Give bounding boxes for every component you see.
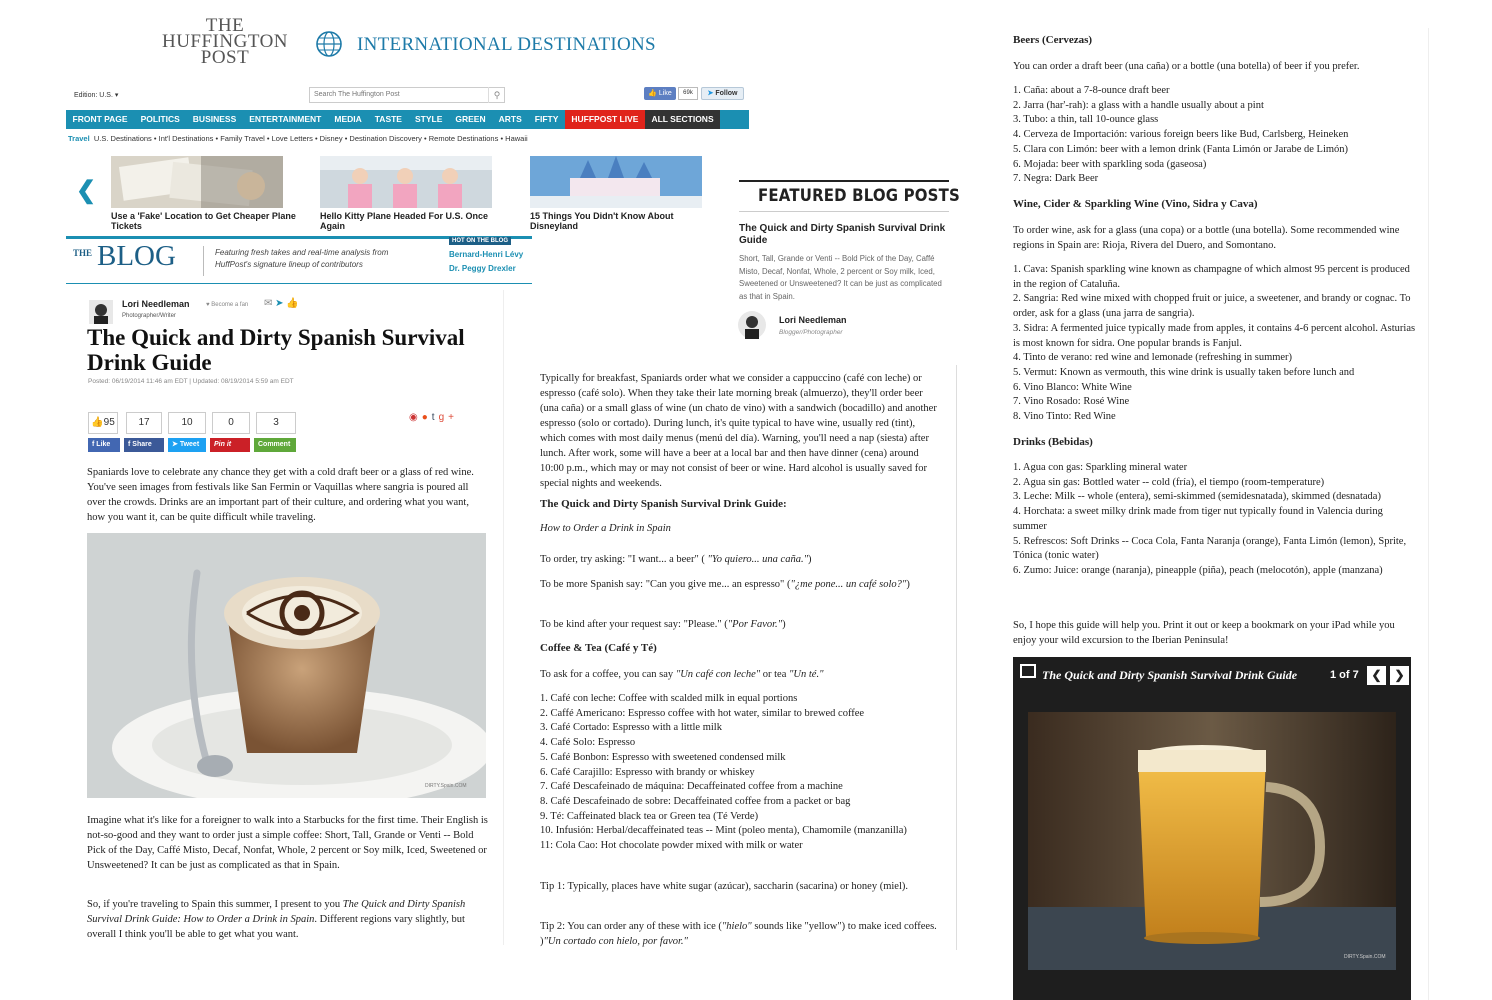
spanish-phrase <box>540 577 942 592</box>
column-divider <box>1428 28 1429 1000</box>
twitter-icon: ➤ <box>172 441 178 448</box>
tickets-image <box>111 156 283 208</box>
twitter-follow-button[interactable] <box>701 87 744 100</box>
order-italic: "Yo quiero... una caña." <box>707 554 809 565</box>
subnav-item[interactable]: U.S. Destinations <box>93 134 152 143</box>
list-item: 4. Tinto de verano: red wine and lemonade (refreshing in summer) <box>1013 352 1293 364</box>
logo-line-3: POST <box>200 47 250 68</box>
become-fan-label: Become a fan <box>211 302 249 308</box>
search-input[interactable]: Search The Huffington Post <box>309 87 505 103</box>
coffee-heading: Coffee & Tea (Café y Té) <box>540 642 657 654</box>
coffee-ask-italic: "Un té." <box>789 669 824 680</box>
main-nav <box>66 110 749 129</box>
author-social-links <box>264 298 299 309</box>
wine-list <box>1013 263 1418 425</box>
list-item: 7. Vino Rosado: Rosé Wine <box>1013 396 1130 408</box>
subnav-item[interactable]: Remote Destinations <box>428 134 499 143</box>
carousel-caption[interactable]: Use a 'Fake' Location to Get Cheaper Plane Tickets <box>111 211 296 231</box>
reddit-icon[interactable]: ◉ <box>409 412 422 423</box>
featured-author-avatar[interactable] <box>738 311 766 339</box>
list-item: 1. Caña: about a 7-8-ounce draft beer <box>1013 85 1170 96</box>
share-count-box: 17 <box>126 412 162 434</box>
share-button-label: Like <box>96 441 111 448</box>
wine-intro: To order wine, ask for a glass (una copa) or a bottle (una botella). Some recommended wine regions in Spain are: Rioja, Rivera del Duero, and Somontano. <box>1013 225 1400 251</box>
list-item: 6. Zumo: Juice: orange (naranja), pineapple (piña), peach (melocotón), apple (manzana) <box>1013 564 1383 576</box>
list-item: 3. Leche: Milk -- whole (entera), semi-skimmed (semidesnatada), skimmed (desnatada) <box>1013 491 1381 503</box>
kind-phrase <box>540 617 942 632</box>
list-item: 5. Café Bonbon: Espresso with sweetened condensed milk <box>540 751 786 763</box>
article-so <box>87 897 489 942</box>
subnav-travel[interactable]: Travel <box>68 134 90 143</box>
facebook-like-button[interactable] <box>644 87 676 100</box>
huffpost-logo[interactable] <box>150 15 300 68</box>
carousel-thumb-tickets[interactable] <box>111 156 283 208</box>
list-item: 4. Cerveza de Importación: various foreign beers like Bud, Carlsberg, Heineken <box>1013 129 1349 141</box>
share-button-label: Comment <box>258 441 291 448</box>
blog-divider <box>203 246 204 276</box>
nav-huffpost-live[interactable]: HUFFPOST LIVE <box>565 110 645 129</box>
chevron-right-icon: ❯ <box>1394 668 1405 682</box>
blog-description: Featuring fresh takes and real-time analysis from HuffPost's signature lineup of contributors <box>215 248 389 269</box>
list-item: 7. Café Descafeinado de máquina: Decaffeinated coffee from a machine <box>540 781 843 793</box>
subnav-item[interactable]: Destination Discovery <box>349 134 422 143</box>
more-share-icons <box>409 412 458 423</box>
breakfast-paragraph: Typically for breakfast, Spaniards order what we consider a cappuccino (café con leche) or espresso (café solo). When they take their late morning break (almuerzo), they'll order beer (una caña) or a small glass of wine (un chato de vino) with a sandwich (bocadillo) and another espresso (solo or cortado). During lunch, it's quite typical to have wine, usually red (tint), which comes with most daily menus (menú del día). Warning, you'll need a nap (siesta) after lunch. After work, some will have a beer at a local bar and then have dinner (cena) around 10:00 p.m., which may or may not consist of beer or wine. Hard alcohol is usually saved for special nights and weekends. <box>540 373 937 489</box>
comment-button[interactable] <box>254 438 296 452</box>
featured-bottom-rule <box>739 211 949 212</box>
list-item: 5. Vermut: Known as vermouth, this wine drink is usually taken before lunch and <box>1013 366 1355 378</box>
facebook-icon: f <box>128 441 131 448</box>
nav-entertainment[interactable]: ENTERTAINMENT <box>249 114 322 124</box>
list-item: 6. Mojada: beer with sparkling soda (gaseosa) <box>1013 158 1207 170</box>
list-item: 2. Caffé Americano: Espresso coffee with hot water, similar to brewed coffee <box>540 707 865 719</box>
list-item: 2. Sangria: Red wine mixed with chopped fruit or juice, a sweetener, and brandy or cognac. To order, ask for a glass (una jarra de sangria). <box>1013 293 1411 320</box>
nav-green[interactable]: GREEN <box>455 114 486 124</box>
coffee-ask-prefix: To ask for a coffee, you can say <box>540 669 676 680</box>
hero-photo-credit: DIRTY.Spain.COM <box>425 783 467 789</box>
article-intro: Spaniards love to celebrate any chance they get with a cold draft beer or a glass of red wine. You've seen images from festivals like San Fermin or Vaquillas where sangria is poured all over the crowds. Drinks are an important part of their culture, and ordering what you want, how you want it, can be quite difficult while traveling. <box>87 467 474 523</box>
list-item: 8. Vino Tinto: Red Wine <box>1013 411 1116 423</box>
nav-media[interactable]: MEDIA <box>334 114 362 124</box>
tip-1: Tip 1: Typically, places have white sugar (azúcar), saccharin (sacarina) or honey (miel). <box>540 881 908 892</box>
author-name[interactable]: Lori Needleman <box>122 299 190 309</box>
coffee-hero-image[interactable] <box>87 533 486 798</box>
list-item: 3. Café Cortado: Espresso with a little milk <box>540 722 722 734</box>
author-role: Photographer/Writer <box>122 313 176 319</box>
list-item: 8. Café Descafeinado de sobre: Decaffeinated coffee from a packet or bag <box>540 795 851 807</box>
hello-kitty-image <box>320 156 492 208</box>
subnav-item[interactable]: Int'l Destinations <box>158 134 214 143</box>
facebook-like-share-button[interactable] <box>88 438 120 452</box>
list-item: 5. Clara con Limón: beer with a lemon drink (Fanta Limón or Jarabe de Limón) <box>1013 143 1349 155</box>
blog-banner-bottom-rule <box>66 283 532 284</box>
tip2-italic: "Un cortado con hielo, por favor." <box>543 936 688 947</box>
list-item: 10. Infusión: Herbal/decaffeinated teas -- Mint (poleo menta), Chamomile (manzanilla) <box>540 825 907 837</box>
list-item: 6. Café Carajillo: Espresso with brandy or whiskey <box>540 766 755 778</box>
spanish-suffix: ) <box>906 579 910 590</box>
coffee-ask-italic: "Un café con leche" <box>675 669 761 680</box>
beers-heading: Beers (Cervezas) <box>1013 34 1093 46</box>
disneyland-image <box>530 156 702 208</box>
become-fan-link[interactable] <box>206 302 248 308</box>
so-italic: The Quick and Dirty Spanish Survival Drink Guide: How to Order a Drink in Spain <box>87 899 466 925</box>
article-title: The Quick and Dirty Spanish Survival Drink Guide <box>87 325 465 375</box>
column-divider <box>956 365 957 950</box>
slideshow-icon <box>1020 664 1036 678</box>
list-item: 6. Vino Blanco: White Wine <box>1013 381 1132 393</box>
nav-politics[interactable]: POLITICS <box>140 114 180 124</box>
pin-count-box: 0 <box>212 412 250 434</box>
carousel-caption[interactable]: 15 Things You Didn't Know About Disneyland <box>530 211 674 231</box>
so-suffix: . Different regions vary slightly, but overall I think you'll be able to get what you want. <box>87 914 465 940</box>
carousel-thumb-disneyland[interactable] <box>530 156 702 208</box>
wine-heading: Wine, Cider & Sparkling Wine (Vino, Sidra y Cava) <box>1013 198 1258 210</box>
subnav-item[interactable]: Family Travel <box>220 134 265 143</box>
subnav-item[interactable]: Hawaii <box>505 134 528 143</box>
list-item: 1. Cava: Spanish sparkling wine known as champagne of which almost 95 percent is produced in the region of Cataluña. <box>1013 264 1410 290</box>
carousel-thumb-hello-kitty[interactable] <box>320 156 492 208</box>
kind-prefix: To be kind after your request say: "Please." ( <box>540 619 728 630</box>
hot-on-blog-link[interactable]: Dr. Peggy Drexler <box>449 264 516 273</box>
slideshow-photo-credit: DIRTY.Spain.COM <box>1344 954 1386 960</box>
list-item: 1. Agua con gas: Sparkling mineral water <box>1013 462 1188 473</box>
drinks-heading: Drinks (Bebidas) <box>1013 436 1093 448</box>
slideshow-prev-button[interactable] <box>1367 666 1386 685</box>
column-divider <box>503 290 504 945</box>
article-imagine: Imagine what it's like for a foreigner to walk into a Starbucks for the first time. Their English is not-so-good and they want to order just a simple coffee: Short, Tall, Grande or Venti -- Bold Pick of the Day, Caffé Misto, Decaf, Nonfat, Whole, 2 percent or Soy milk, Iced, Sweetened or Unsweetened? It can be just as complicated as that in Spain. <box>87 815 488 871</box>
twitter-icon[interactable]: ➤ <box>275 298 284 309</box>
slideshow-title[interactable]: The Quick and Dirty Spanish Survival Drink Guide <box>1042 668 1298 682</box>
list-item: 7. Negra: Dark Beer <box>1013 173 1099 185</box>
beers-list <box>1013 84 1418 187</box>
tweet-button[interactable] <box>168 438 206 452</box>
like-icon: 👍 <box>648 90 657 97</box>
search-icon[interactable]: ⚲ <box>488 87 505 103</box>
count-value: 95 <box>103 417 115 428</box>
carousel-prev-icon[interactable]: ❮ <box>76 177 97 204</box>
tip2-italic: "hielo" <box>721 921 752 932</box>
order-suffix: ) <box>808 554 812 565</box>
chevron-left-icon: ❮ <box>1371 668 1382 682</box>
featured-author-role: Blogger/Photographer <box>779 329 843 336</box>
nav-style[interactable]: STYLE <box>414 114 443 124</box>
coffee-ask-mid: or tea <box>760 669 790 680</box>
blog-the: THE <box>73 248 93 258</box>
nav-business[interactable]: BUSINESS <box>192 114 237 124</box>
logo-line-1: THE <box>205 15 245 36</box>
nav-front-page[interactable]: FRONT PAGE <box>72 114 128 124</box>
beer-mug-image[interactable] <box>1028 712 1396 970</box>
carousel-caption[interactable]: Hello Kitty Plane Headed For U.S. Once Again <box>320 211 489 231</box>
logo-line-2: HUFFINGTON <box>161 31 289 52</box>
list-item: 3. Tubo: a thin, tall 10-ounce glass <box>1013 114 1159 126</box>
list-item: 4. Horchata: a sweet milky drink made from tiger nut typically found in Valencia during summer <box>1013 506 1383 532</box>
guide-subheading: How to Order a Drink in Spain <box>540 523 671 534</box>
stumbleupon-icon[interactable]: ● <box>421 412 432 423</box>
subnav-item[interactable]: Disney <box>319 134 343 143</box>
facebook-share-button[interactable] <box>124 438 164 452</box>
email-icon[interactable]: ✉ <box>264 298 273 309</box>
coffee-list <box>540 692 942 854</box>
closing-paragraph: So, I hope this guide will help you. Print it out or keep a bookmark on your iPad while you enjoy your wild excursion to the Iberian Peninsula! <box>1013 620 1395 646</box>
thumbs-up-icon: 👍 <box>91 417 104 428</box>
sub-nav: Travel U.S. Destinations • Int'l Destinations • Family Travel • Love Letters • Disney • Destination Discovery • Remote Destinations • Hawaii <box>68 134 528 143</box>
tweet-count-box: 10 <box>168 412 206 434</box>
globe-icon <box>315 30 343 58</box>
facebook-icon: f <box>92 441 95 448</box>
edition-selector[interactable]: Edition: U.S. ▾ <box>74 92 119 99</box>
list-item: 2. Jarra (har'-rah): a glass with a handle usually about a pint <box>1013 99 1264 111</box>
featured-heading: FEATURED BLOG POSTS <box>758 186 960 206</box>
like-count: 69k <box>678 87 698 100</box>
share-button-label: Tweet <box>179 441 200 448</box>
slideshow-next-button[interactable] <box>1390 666 1409 685</box>
share-button-label: Share <box>132 441 152 448</box>
tumblr-icon[interactable]: t <box>431 412 439 423</box>
blog-wordmark[interactable]: BLOG <box>97 240 176 272</box>
nav-fifty[interactable]: FIFTY <box>534 114 559 124</box>
list-item: 11: Cola Cao: Hot chocolate powder mixed with milk or water <box>540 840 803 852</box>
beers-intro: You can order a draft beer (una caña) or a bottle (una botella) of beer if you prefer. <box>1013 61 1360 72</box>
pinterest-button[interactable] <box>210 438 250 452</box>
drinks-list <box>1013 461 1418 579</box>
featured-top-rule <box>739 180 949 182</box>
order-phrase <box>540 552 942 567</box>
hot-on-blog-link[interactable]: Bernard-Henri Lévy <box>449 250 524 259</box>
tip-2 <box>540 919 942 949</box>
tip2-mid: sounds like "yellow") to make iced coffees. ) <box>540 921 937 947</box>
hot-on-blog-label: HOT ON THE BLOG <box>449 237 511 245</box>
featured-post-desc: Short, Tall, Grande or Venti -- Bold Pick of the Day, Caffé Misto, Decaf, Nonfat, Whole, 2 percent or Soy milk, Iced, Sweetened or Unsweetened? It can be just as complicated as that in Spain. <box>739 254 942 301</box>
coffee-ask <box>540 667 942 682</box>
kind-suffix: ) <box>782 619 786 630</box>
list-item: 9. Té: Caffeinated black tea or Green tea (Té Verde) <box>540 810 759 822</box>
list-item: 1. Café con leche: Coffee with scalded milk in equal portions <box>540 693 798 704</box>
share-button-label: Pin it <box>214 441 232 448</box>
twitter-bird-icon: ➤ <box>707 90 714 97</box>
slideshow-counter: 1 of 7 <box>1330 669 1359 681</box>
kind-italic: "Por Favor." <box>727 619 783 630</box>
like-label: Like <box>658 90 672 97</box>
spanish-italic: "¿me pone... un café solo?" <box>790 579 907 590</box>
follow-label: Follow <box>715 90 738 97</box>
list-item: 3. Sidra: A fermented juice typically made from apples, it contains 4-6 percent alcohol. Asturias is most known for sidra. One popular brands is Fanjul. <box>1013 322 1416 349</box>
list-item: 5. Refrescos: Soft Drinks -- Coca Cola, Fanta Naranja (orange), Fanta Limón (lemon), Sprite, Tónica (tonic water) <box>1013 535 1407 562</box>
order-prefix: To order, try asking: "I want... a beer" ( <box>540 554 708 565</box>
featured-post-title[interactable]: The Quick and Dirty Spanish Survival Drink Guide <box>739 223 946 246</box>
nav-taste[interactable]: TASTE <box>374 114 402 124</box>
article-dates: Posted: 06/19/2014 11:46 am EDT | Updated: 08/19/2014 5:59 am EDT <box>88 378 294 385</box>
subnav-item[interactable]: Love Letters <box>271 134 313 143</box>
like-count-box <box>88 412 118 434</box>
list-item: 4. Café Solo: Espresso <box>540 737 636 749</box>
author-avatar[interactable] <box>89 300 113 324</box>
section-title[interactable]: INTERNATIONAL DESTINATIONS <box>357 34 656 55</box>
heart-icon: ♥ <box>206 302 210 308</box>
nav-arts[interactable]: ARTS <box>498 114 522 124</box>
so-prefix: So, if you're traveling to Spain this summer, I present to you <box>87 899 343 910</box>
featured-author-name[interactable]: Lori Needleman <box>779 315 847 325</box>
comment-count-box: 3 <box>256 412 296 434</box>
nav-all-sections[interactable]: ALL SECTIONS <box>645 110 720 129</box>
google-plus-icon[interactable]: g+ <box>438 412 458 423</box>
spanish-prefix: To be more Spanish say: "Can you give me... an espresso" ( <box>540 579 791 590</box>
tip2-prefix: Tip 2: You can order any of these with ice ( <box>540 921 722 932</box>
facebook-like-icon[interactable]: 👍 <box>286 298 299 309</box>
list-item: 2. Agua sin gas: Bottled water -- cold (fría), el tiempo (room-temperature) <box>1013 476 1325 488</box>
guide-heading: The Quick and Dirty Spanish Survival Drink Guide: <box>540 498 787 510</box>
